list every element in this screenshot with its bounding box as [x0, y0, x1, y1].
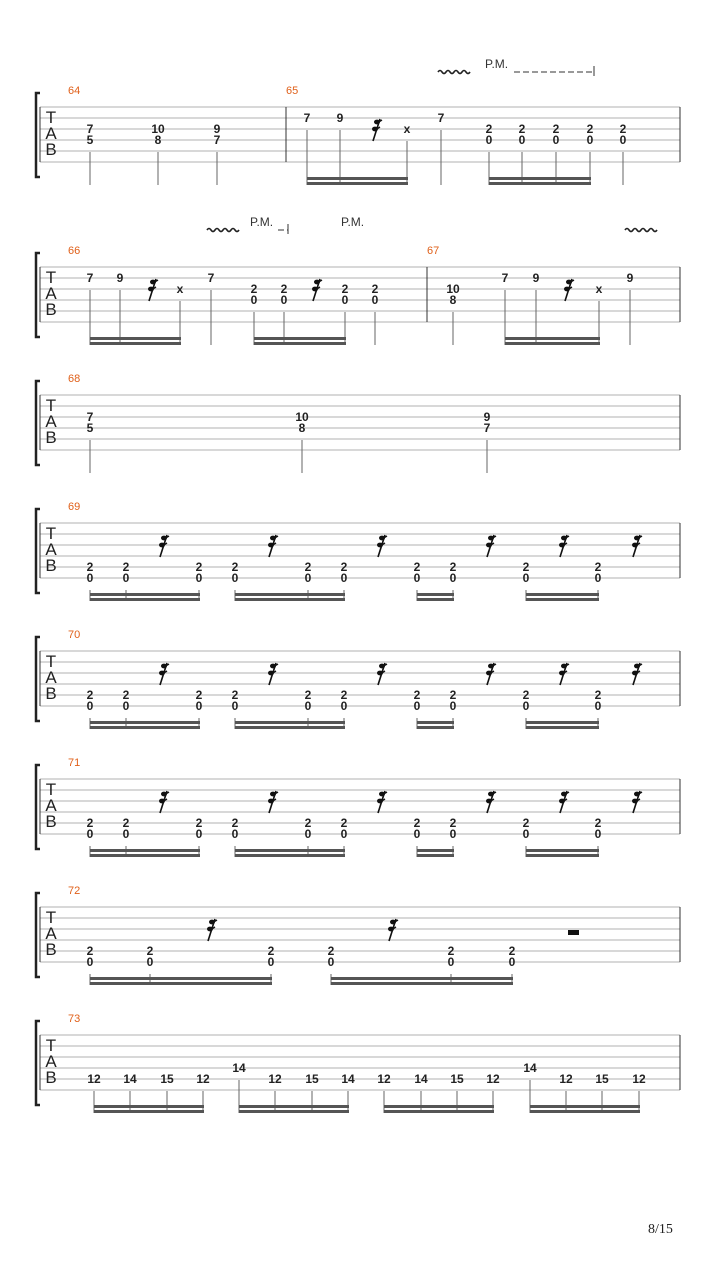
- fret-number: 0: [340, 571, 348, 585]
- fret-number: 15: [160, 1072, 174, 1086]
- system-bracket: [36, 93, 40, 177]
- beam: [526, 721, 599, 724]
- fret-number: 0: [371, 293, 379, 307]
- fret-number: 2: [594, 688, 602, 702]
- fret-number: 2: [231, 816, 239, 830]
- fret-number: 0: [340, 827, 348, 841]
- fret-number: 0: [522, 699, 530, 713]
- sixteenth-rest-0: [207, 919, 217, 941]
- tab-system-73: [36, 1013, 680, 1113]
- fret-number: 14: [523, 1061, 537, 1075]
- fret-number: 0: [508, 955, 516, 969]
- fret-number: 7: [483, 421, 491, 435]
- sixteenth-rest-1: [388, 919, 398, 941]
- beam: [90, 337, 181, 340]
- fret-number: 0: [267, 955, 275, 969]
- dead-note: x: [176, 282, 184, 296]
- fret-number: 7: [86, 271, 94, 285]
- fret-number: 2: [594, 560, 602, 574]
- beam: [526, 598, 599, 601]
- tab-clef-letter: T: [45, 524, 57, 543]
- beam: [489, 177, 591, 180]
- sixteenth-rest-3: [486, 791, 496, 813]
- beam: [90, 982, 272, 985]
- tab-clef-letter: T: [45, 1036, 57, 1055]
- beam: [90, 598, 200, 601]
- fret-number: 5: [86, 421, 94, 435]
- tab-system-64: [36, 57, 680, 185]
- fret-number: 7: [207, 271, 215, 285]
- beam: [417, 854, 454, 857]
- beam: [384, 1105, 494, 1108]
- fret-number: 8: [154, 133, 162, 147]
- sixteenth-rest-4: [559, 663, 569, 685]
- tab-system-68: [36, 373, 680, 473]
- sixteenth-rest-5: [632, 791, 642, 813]
- fret-number: 2: [449, 688, 457, 702]
- measure-number: 70: [68, 629, 81, 641]
- tab-clef-letter: B: [45, 940, 57, 959]
- beam: [90, 721, 200, 724]
- fret-number: 0: [449, 827, 457, 841]
- tab-clef-letter: T: [45, 908, 57, 927]
- dead-note: x: [595, 282, 603, 296]
- sixteenth-rest-0: [159, 791, 169, 813]
- measure-number: 73: [68, 1013, 81, 1025]
- fret-number: 2: [304, 560, 312, 574]
- tab-system-72: [36, 885, 680, 985]
- beam: [239, 1105, 349, 1108]
- beam: [254, 337, 346, 340]
- beam: [530, 1110, 640, 1113]
- fret-number: 2: [447, 944, 455, 958]
- tab-clef-letter: A: [45, 796, 57, 815]
- beam: [90, 854, 200, 857]
- sixteenth-rest-2: [377, 535, 387, 557]
- fret-number: 9: [626, 271, 634, 285]
- measure-number: 68: [68, 373, 81, 385]
- fret-number: 0: [341, 293, 349, 307]
- sixteenth-rest-0: [372, 119, 382, 141]
- fret-number: 2: [340, 560, 348, 574]
- measure-number: 72: [68, 885, 81, 897]
- beam: [526, 593, 599, 596]
- fret-number: 0: [231, 827, 239, 841]
- fret-number: 2: [552, 122, 560, 136]
- fret-number: 9: [336, 111, 344, 125]
- tab-clef-letter: A: [45, 284, 57, 303]
- beam: [239, 1110, 349, 1113]
- fret-number: 2: [86, 816, 94, 830]
- fret-number: 0: [413, 827, 421, 841]
- beam: [307, 177, 408, 180]
- tab-clef-letter: T: [45, 396, 57, 415]
- tab-clef-letter: B: [45, 428, 57, 447]
- sixteenth-rest-1: [268, 535, 278, 557]
- tab-clef-letter: T: [45, 108, 57, 127]
- beam: [235, 854, 345, 857]
- fret-number: 12: [377, 1072, 391, 1086]
- sixteenth-rest-3: [486, 663, 496, 685]
- beam: [235, 598, 345, 601]
- fret-number: 2: [586, 122, 594, 136]
- fret-number: 0: [231, 571, 239, 585]
- fret-number: 15: [450, 1072, 464, 1086]
- fret-number: 2: [304, 688, 312, 702]
- fret-number: 2: [250, 282, 258, 296]
- beam: [235, 849, 345, 852]
- fret-number: 2: [122, 560, 130, 574]
- fret-number: 0: [447, 955, 455, 969]
- fret-number: 0: [122, 827, 130, 841]
- palm-mute-label: P.M.: [250, 215, 274, 229]
- fret-number: 0: [586, 133, 594, 147]
- fret-number: 2: [341, 282, 349, 296]
- beam: [331, 982, 513, 985]
- fret-number: 0: [449, 571, 457, 585]
- fret-number: 2: [340, 688, 348, 702]
- fret-number: 2: [522, 688, 530, 702]
- measure-number: 64: [68, 85, 81, 97]
- tab-clef-letter: A: [45, 1052, 57, 1071]
- sixteenth-rest-3: [486, 535, 496, 557]
- system-bracket: [36, 765, 40, 849]
- tab-clef-letter: B: [45, 684, 57, 703]
- sixteenth-rest-4: [559, 535, 569, 557]
- fret-number: 8: [449, 293, 457, 307]
- tab-clef-letter: B: [45, 140, 57, 159]
- tab-system-69: [36, 501, 680, 601]
- dead-note: x: [403, 122, 411, 136]
- fret-number: 2: [522, 560, 530, 574]
- fret-number: 2: [86, 944, 94, 958]
- vibrato-icon: [438, 71, 470, 74]
- fret-number: 2: [304, 816, 312, 830]
- beam: [384, 1110, 494, 1113]
- fret-number: 0: [522, 571, 530, 585]
- fret-number: 14: [123, 1072, 137, 1086]
- fret-number: 2: [340, 816, 348, 830]
- tab-clef-letter: A: [45, 668, 57, 687]
- beam: [417, 726, 454, 729]
- fret-number: 0: [122, 571, 130, 585]
- system-bracket: [36, 893, 40, 977]
- beam: [505, 337, 600, 340]
- fret-number: 12: [196, 1072, 210, 1086]
- fret-number: 2: [518, 122, 526, 136]
- sixteenth-rest-2: [377, 791, 387, 813]
- beam: [526, 849, 599, 852]
- fret-number: 15: [595, 1072, 609, 1086]
- fret-number: 2: [327, 944, 335, 958]
- beam: [526, 726, 599, 729]
- tab-clef-letter: B: [45, 1068, 57, 1087]
- fret-number: 7: [213, 133, 221, 147]
- fret-number: 0: [594, 699, 602, 713]
- fret-number: 0: [522, 827, 530, 841]
- measure-number: 65: [286, 85, 299, 97]
- sixteenth-rest-2: [377, 663, 387, 685]
- fret-number: 0: [195, 699, 203, 713]
- sixteenth-rest-5: [632, 535, 642, 557]
- sixteenth-rest-5: [632, 663, 642, 685]
- fret-number: 9: [532, 271, 540, 285]
- fret-number: 0: [552, 133, 560, 147]
- fret-number: 12: [87, 1072, 101, 1086]
- system-bracket: [36, 509, 40, 593]
- measure-number: 66: [68, 245, 81, 257]
- beam: [307, 182, 408, 185]
- fret-number: 10: [446, 282, 460, 296]
- fret-number: 0: [86, 955, 94, 969]
- beam: [235, 593, 345, 596]
- palm-mute-label: P.M.: [485, 57, 509, 71]
- fret-number: 0: [250, 293, 258, 307]
- beam: [90, 593, 200, 596]
- tab-clef-letter: T: [45, 780, 57, 799]
- palm-mute-label: P.M.: [341, 215, 365, 229]
- fret-number: 2: [594, 816, 602, 830]
- beam: [90, 977, 272, 980]
- sixteenth-rest-1: [268, 791, 278, 813]
- fret-number: 0: [304, 571, 312, 585]
- beam: [90, 849, 200, 852]
- fret-number: 2: [413, 688, 421, 702]
- tab-clef-letter: A: [45, 124, 57, 143]
- sixteenth-rest-0: [148, 279, 158, 301]
- fret-number: 10: [295, 410, 309, 424]
- fret-number: 0: [485, 133, 493, 147]
- beam: [90, 726, 200, 729]
- fret-number: 2: [231, 560, 239, 574]
- fret-number: 0: [594, 827, 602, 841]
- fret-number: 0: [195, 827, 203, 841]
- system-bracket: [36, 1021, 40, 1105]
- fret-number: 2: [449, 816, 457, 830]
- fret-number: 2: [280, 282, 288, 296]
- fret-number: 0: [146, 955, 154, 969]
- tab-clef-letter: A: [45, 924, 57, 943]
- fret-number: 2: [619, 122, 627, 136]
- beam: [94, 1110, 204, 1113]
- fret-number: 14: [414, 1072, 428, 1086]
- fret-number: 5: [86, 133, 94, 147]
- fret-number: 12: [559, 1072, 573, 1086]
- beam: [526, 854, 599, 857]
- tab-clef-letter: A: [45, 412, 57, 431]
- fret-number: 8: [298, 421, 306, 435]
- measure-number: 67: [427, 245, 440, 257]
- sixteenth-rest-0: [159, 535, 169, 557]
- fret-number: 2: [122, 688, 130, 702]
- fret-number: 14: [341, 1072, 355, 1086]
- measure-number: 71: [68, 757, 81, 769]
- fret-number: 0: [327, 955, 335, 969]
- tab-clef-letter: A: [45, 540, 57, 559]
- tab-system-66: [36, 215, 680, 345]
- fret-number: 15: [305, 1072, 319, 1086]
- fret-number: 0: [619, 133, 627, 147]
- beam: [331, 977, 513, 980]
- fret-number: 2: [86, 560, 94, 574]
- fret-number: 9: [116, 271, 124, 285]
- fret-number: 2: [371, 282, 379, 296]
- fret-number: 2: [485, 122, 493, 136]
- fret-number: 0: [195, 571, 203, 585]
- fret-number: 9: [483, 410, 491, 424]
- fret-number: 0: [86, 571, 94, 585]
- page-number: 8/15: [648, 1222, 673, 1237]
- fret-number: 2: [195, 816, 203, 830]
- fret-number: 7: [86, 122, 94, 136]
- tab-clef-letter: B: [45, 556, 57, 575]
- beam: [417, 849, 454, 852]
- fret-number: 0: [122, 699, 130, 713]
- tab-system-71: [36, 757, 680, 857]
- sixteenth-rest-0: [159, 663, 169, 685]
- beam: [94, 1105, 204, 1108]
- fret-number: 0: [86, 699, 94, 713]
- fret-number: 2: [231, 688, 239, 702]
- fret-number: 2: [449, 560, 457, 574]
- fret-number: 0: [594, 571, 602, 585]
- tab-clef-letter: T: [45, 652, 57, 671]
- sixteenth-rest-1: [312, 279, 322, 301]
- system-bracket: [36, 381, 40, 465]
- fret-number: 2: [146, 944, 154, 958]
- fret-number: 9: [213, 122, 221, 136]
- fret-number: 2: [508, 944, 516, 958]
- system-bracket: [36, 637, 40, 721]
- fret-number: 7: [501, 271, 509, 285]
- vibrato-icon: [207, 229, 239, 232]
- fret-number: 12: [486, 1072, 500, 1086]
- beam: [489, 182, 591, 185]
- beam: [254, 342, 346, 345]
- fret-number: 2: [195, 688, 203, 702]
- fret-number: 2: [195, 560, 203, 574]
- system-bracket: [36, 253, 40, 337]
- fret-number: 2: [413, 560, 421, 574]
- fret-number: 0: [413, 699, 421, 713]
- fret-number: 2: [522, 816, 530, 830]
- fret-number: 0: [340, 699, 348, 713]
- fret-number: 0: [304, 827, 312, 841]
- beam: [417, 721, 454, 724]
- fret-number: 2: [122, 816, 130, 830]
- fret-number: 0: [280, 293, 288, 307]
- fret-number: 12: [632, 1072, 646, 1086]
- beam: [530, 1105, 640, 1108]
- fret-number: 0: [413, 571, 421, 585]
- fret-number: 0: [231, 699, 239, 713]
- beam: [417, 593, 454, 596]
- fret-number: 0: [449, 699, 457, 713]
- tab-clef-letter: B: [45, 812, 57, 831]
- sixteenth-rest-4: [559, 791, 569, 813]
- beam: [235, 721, 345, 724]
- fret-number: 0: [86, 827, 94, 841]
- beam: [235, 726, 345, 729]
- fret-number: 0: [304, 699, 312, 713]
- vibrato-icon: [625, 229, 657, 232]
- half-rest: [568, 930, 579, 935]
- fret-number: 2: [267, 944, 275, 958]
- tab-clef-letter: B: [45, 300, 57, 319]
- fret-number: 0: [518, 133, 526, 147]
- fret-number: 2: [86, 688, 94, 702]
- tab-system-70: [36, 629, 680, 729]
- fret-number: 2: [413, 816, 421, 830]
- fret-number: 10: [151, 122, 165, 136]
- fret-number: 7: [86, 410, 94, 424]
- beam: [417, 598, 454, 601]
- beam: [90, 342, 181, 345]
- fret-number: 12: [268, 1072, 282, 1086]
- fret-number: 7: [437, 111, 445, 125]
- measure-number: 69: [68, 501, 81, 513]
- fret-number: 7: [303, 111, 311, 125]
- sixteenth-rest-1: [268, 663, 278, 685]
- fret-number: 14: [232, 1061, 246, 1075]
- beam: [505, 342, 600, 345]
- sixteenth-rest-2: [564, 279, 574, 301]
- tab-clef-letter: T: [45, 268, 57, 287]
